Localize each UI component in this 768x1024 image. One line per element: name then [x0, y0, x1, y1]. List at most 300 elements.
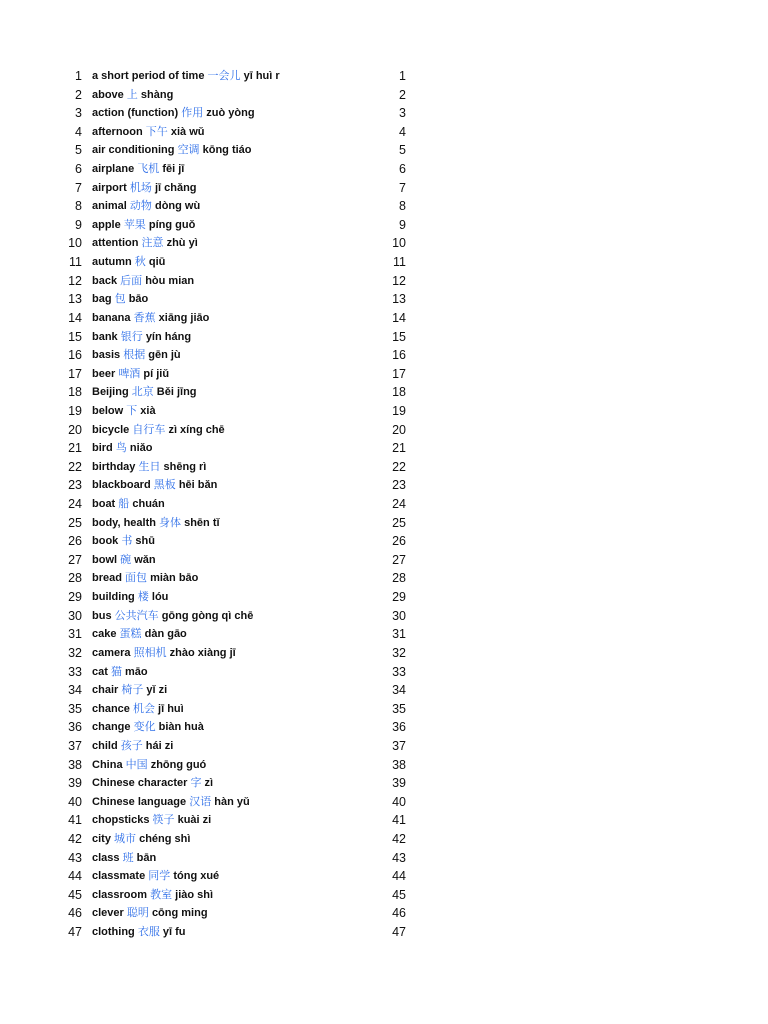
pinyin: yín háng	[145, 330, 192, 343]
chinese-characters: 楼	[137, 590, 149, 604]
row-number-right: 1	[399, 69, 406, 83]
pinyin: yǐ zi	[146, 684, 168, 697]
row-number-right: 20	[392, 422, 406, 437]
vocab-entry	[92, 383, 197, 402]
english-term: bus	[92, 609, 112, 622]
chinese-characters: 啤酒	[118, 366, 141, 380]
english-term: above	[92, 88, 124, 101]
row-number: 22	[68, 459, 82, 474]
pinyin: shū	[135, 535, 155, 548]
vocab-row	[0, 179, 768, 198]
english-term: chopsticks	[92, 814, 150, 827]
row-number-right: 30	[392, 608, 406, 623]
vocab-entry	[92, 849, 156, 868]
vocab-row	[0, 290, 768, 309]
pinyin: zhào xiàng jī	[169, 646, 236, 659]
vocab-entry	[92, 923, 186, 942]
row-number: 42	[68, 831, 82, 846]
chinese-characters: 班	[122, 850, 134, 864]
vocab-row	[0, 569, 768, 588]
english-term: camera	[92, 646, 131, 659]
vocab-row	[0, 216, 768, 235]
vocab-entry	[92, 234, 198, 253]
row-number: 28	[68, 571, 82, 586]
vocab-entry	[92, 681, 167, 700]
pinyin: zì	[204, 777, 214, 790]
pinyin: zì xíng chē	[168, 423, 225, 436]
english-term: Chinese character	[92, 777, 188, 790]
pinyin: shēn tǐ	[184, 516, 220, 529]
row-number: 1	[75, 69, 82, 83]
row-number-right: 41	[392, 813, 406, 828]
pinyin: dòng wù	[154, 200, 201, 213]
chinese-characters: 飞机	[137, 162, 160, 176]
vocab-entry	[92, 886, 213, 905]
vocab-entry	[92, 737, 173, 756]
chinese-characters: 汉语	[189, 794, 212, 808]
row-number: 29	[68, 590, 82, 605]
vocab-row	[0, 588, 768, 607]
english-term: basis	[92, 349, 121, 362]
row-number: 33	[68, 664, 82, 679]
row-number-right: 47	[392, 925, 406, 940]
row-number: 45	[68, 887, 82, 902]
english-term: cat	[92, 665, 108, 678]
english-term: airport	[92, 181, 127, 194]
row-number: 6	[75, 162, 82, 177]
vocab-entry	[92, 365, 169, 384]
pinyin: xià wǔ	[170, 125, 205, 138]
vocab-row	[0, 234, 768, 253]
pinyin: bāo	[128, 293, 149, 306]
pinyin: yī fu	[162, 926, 186, 939]
vocab-entry	[92, 830, 190, 849]
english-term: change	[92, 721, 131, 734]
pinyin: miàn bāo	[150, 572, 199, 585]
row-number: 43	[68, 850, 82, 865]
chinese-characters: 香蕉	[133, 310, 156, 324]
vocab-row	[0, 476, 768, 495]
pinyin: qiū	[148, 256, 166, 269]
vocab-row	[0, 644, 768, 663]
chinese-characters: 作用	[181, 106, 204, 120]
pinyin: zhù yì	[166, 237, 198, 250]
english-term: cake	[92, 628, 117, 641]
row-number: 26	[68, 534, 82, 549]
vocab-row	[0, 458, 768, 477]
row-number: 30	[68, 608, 82, 623]
row-number: 39	[68, 776, 82, 791]
row-number: 13	[68, 292, 82, 307]
pinyin: Běi jīng	[156, 386, 197, 399]
row-number-right: 43	[392, 850, 406, 865]
vocab-entry	[92, 774, 213, 793]
pinyin: jiào shì	[175, 888, 214, 901]
row-number: 24	[68, 497, 82, 512]
vocab-entry	[92, 160, 184, 179]
row-number-right: 13	[392, 292, 406, 307]
vocab-row	[0, 253, 768, 272]
row-number-right: 46	[392, 906, 406, 921]
row-number-right: 5	[399, 143, 406, 158]
vocab-row	[0, 421, 768, 440]
chinese-characters: 机会	[132, 701, 155, 715]
pinyin: fēi jī	[162, 163, 185, 176]
chinese-characters: 字	[190, 776, 202, 790]
row-number-right: 33	[392, 664, 406, 679]
english-term: boat	[92, 498, 116, 511]
row-number-right: 26	[392, 534, 406, 549]
chinese-characters: 蛋糕	[119, 627, 142, 641]
chinese-characters: 猫	[110, 664, 122, 678]
vocab-entry	[92, 290, 148, 309]
row-number: 14	[68, 310, 82, 325]
english-term: book	[92, 535, 119, 548]
row-number-right: 29	[392, 590, 406, 605]
pinyin: xià	[140, 404, 156, 417]
row-number-right: 9	[399, 217, 406, 232]
vocab-row	[0, 700, 768, 719]
vocab-entry	[92, 495, 165, 514]
pinyin: zhōng guó	[150, 758, 207, 771]
row-number: 12	[68, 273, 82, 288]
vocab-entry	[92, 439, 153, 458]
row-number: 41	[68, 813, 82, 828]
row-number: 18	[68, 385, 82, 400]
row-number: 7	[75, 180, 82, 195]
row-number-right: 11	[393, 255, 406, 270]
pinyin: dàn gāo	[144, 628, 187, 641]
vocab-row	[0, 197, 768, 216]
row-number: 15	[68, 329, 82, 344]
english-term: attention	[92, 237, 139, 250]
english-term: below	[92, 404, 124, 417]
vocab-row	[0, 383, 768, 402]
vocab-entry	[92, 607, 253, 626]
english-term: banana	[92, 311, 131, 324]
row-number-right: 28	[392, 571, 406, 586]
vocab-entry	[92, 904, 208, 923]
english-term: Beijing	[92, 386, 129, 399]
row-number-right: 7	[399, 180, 406, 195]
vocab-entry	[92, 793, 250, 812]
english-term: bowl	[92, 553, 118, 566]
chinese-characters: 上	[126, 87, 138, 101]
row-number: 31	[68, 627, 82, 642]
chinese-characters: 衣服	[137, 925, 160, 939]
vocab-entry	[92, 179, 197, 198]
vocab-row	[0, 718, 768, 737]
vocab-row	[0, 663, 768, 682]
vocab-row	[0, 551, 768, 570]
english-term: apple	[92, 218, 121, 231]
chinese-characters: 苹果	[123, 217, 146, 231]
english-term: animal	[92, 200, 127, 213]
vocab-row	[0, 67, 768, 86]
pinyin: jī chǎng	[154, 181, 197, 194]
row-number-right: 4	[399, 124, 406, 139]
row-number-right: 25	[392, 515, 406, 530]
row-number-right: 37	[392, 738, 406, 753]
chinese-characters: 同学	[148, 869, 171, 883]
vocab-entry	[92, 756, 206, 775]
vocab-entry	[92, 551, 156, 570]
pinyin: bān	[136, 851, 157, 864]
vocab-entry	[92, 532, 155, 551]
english-term: airplane	[92, 163, 135, 176]
vocab-entry	[92, 141, 252, 160]
row-number: 25	[68, 515, 82, 530]
vocab-row	[0, 756, 768, 775]
row-number: 5	[75, 143, 82, 158]
pinyin: xiāng jiāo	[158, 311, 210, 324]
row-number-right: 45	[392, 887, 406, 902]
english-term: city	[92, 832, 111, 845]
english-term: chair	[92, 684, 119, 697]
vocab-entry	[92, 644, 236, 663]
chinese-characters: 筷子	[152, 813, 175, 827]
english-term: bread	[92, 572, 122, 585]
row-number-right: 10	[392, 236, 406, 251]
chinese-characters: 根据	[123, 348, 146, 362]
chinese-characters: 鸟	[115, 441, 127, 455]
row-number-right: 34	[392, 683, 406, 698]
vocab-entry	[92, 272, 194, 291]
row-number: 23	[68, 478, 82, 493]
vocab-row	[0, 532, 768, 551]
vocabulary-sheet	[0, 67, 768, 942]
chinese-characters: 银行	[120, 329, 143, 343]
row-number: 9	[75, 217, 82, 232]
vocab-row	[0, 867, 768, 886]
chinese-characters: 下午	[145, 124, 168, 138]
chinese-characters: 下	[126, 403, 138, 417]
pinyin: hái zi	[145, 739, 174, 752]
vocab-entry	[92, 514, 220, 533]
pinyin: biàn huà	[158, 721, 204, 734]
chinese-characters: 中国	[125, 757, 148, 771]
english-term: child	[92, 739, 118, 752]
row-number-right: 6	[399, 162, 406, 177]
vocab-entry	[92, 458, 206, 477]
row-number-right: 15	[392, 329, 406, 344]
chinese-characters: 后面	[120, 273, 143, 287]
pinyin: shàng	[140, 88, 174, 101]
chinese-characters: 孩子	[120, 738, 143, 752]
vocab-entry	[92, 216, 195, 235]
vocab-entry	[92, 197, 200, 216]
vocab-entry	[92, 67, 280, 86]
row-number: 2	[75, 87, 82, 102]
pinyin: chuán	[132, 498, 165, 511]
chinese-characters: 照相机	[133, 645, 167, 659]
vocab-entry	[92, 625, 187, 644]
english-term: Chinese language	[92, 795, 187, 808]
row-number-right: 24	[392, 497, 406, 512]
row-number-right: 14	[392, 310, 406, 325]
chinese-characters: 一会儿	[207, 69, 241, 82]
vocab-entry	[92, 588, 168, 607]
chinese-characters: 公共汽车	[114, 608, 159, 622]
pinyin: kōng tiáo	[202, 144, 252, 157]
chinese-characters: 书	[121, 534, 133, 548]
row-number-right: 19	[392, 403, 406, 418]
chinese-characters: 注意	[141, 236, 164, 250]
row-number-right: 21	[392, 441, 406, 456]
chinese-characters: 生日	[138, 459, 161, 473]
english-term: birthday	[92, 460, 136, 473]
row-number: 37	[68, 738, 82, 753]
row-number-right: 17	[392, 366, 406, 381]
vocab-entry	[92, 86, 173, 105]
vocab-row	[0, 160, 768, 179]
row-number: 27	[68, 552, 82, 567]
row-number: 40	[68, 794, 82, 809]
vocab-row	[0, 86, 768, 105]
row-number: 8	[75, 199, 82, 214]
pinyin: kuài zi	[177, 814, 212, 827]
english-term: bag	[92, 293, 112, 306]
row-number: 20	[68, 422, 82, 437]
english-term: class	[92, 851, 120, 864]
chinese-characters: 机场	[129, 180, 152, 194]
english-term: back	[92, 274, 118, 287]
row-number: 32	[68, 645, 82, 660]
english-term: bicycle	[92, 423, 130, 436]
row-number-right: 32	[392, 645, 406, 660]
english-term: air conditioning	[92, 144, 175, 157]
english-term: building	[92, 591, 135, 604]
english-term: classroom	[92, 888, 148, 901]
row-number-right: 23	[392, 478, 406, 493]
row-number: 17	[68, 366, 82, 381]
english-term: clothing	[92, 926, 135, 939]
pinyin: lóu	[151, 591, 169, 604]
vocab-entry	[92, 476, 217, 495]
vocab-entry	[92, 328, 191, 347]
english-term: classmate	[92, 870, 146, 883]
english-term: bank	[92, 330, 118, 343]
row-number-right: 36	[392, 720, 406, 735]
row-number-right: 3	[399, 106, 406, 121]
vocab-entry	[92, 718, 204, 737]
english-term: bird	[92, 442, 113, 455]
vocab-row	[0, 923, 768, 942]
row-number-right: 22	[392, 459, 406, 474]
english-term: China	[92, 758, 123, 771]
row-number-right: 8	[399, 199, 406, 214]
english-term: body, health	[92, 516, 156, 529]
row-number: 21	[68, 441, 82, 456]
pinyin: shēng rì	[163, 460, 207, 473]
vocab-entry	[92, 346, 181, 365]
vocab-row	[0, 886, 768, 905]
row-number-right: 12	[392, 273, 406, 288]
chinese-characters: 动物	[129, 199, 152, 213]
row-number-right: 44	[392, 869, 406, 884]
row-number-right: 27	[392, 552, 406, 567]
pinyin: wǎn	[134, 553, 156, 566]
chinese-characters: 空调	[177, 143, 200, 157]
chinese-characters: 面包	[125, 571, 148, 585]
vocab-entry	[92, 421, 225, 440]
row-number-right: 35	[392, 701, 406, 716]
english-term: action (function)	[92, 107, 179, 120]
pinyin: māo	[125, 665, 148, 678]
vocab-entry	[92, 253, 165, 272]
pinyin: hēi bǎn	[178, 479, 218, 492]
vocab-row	[0, 328, 768, 347]
vocab-entry	[92, 569, 198, 588]
chinese-characters: 碗	[120, 552, 132, 566]
vocab-row	[0, 141, 768, 160]
vocab-entry	[92, 700, 184, 719]
row-number: 16	[68, 348, 82, 363]
chinese-characters: 身体	[159, 515, 182, 529]
vocab-row	[0, 811, 768, 830]
vocab-row	[0, 272, 768, 291]
vocab-row	[0, 607, 768, 626]
vocab-entry	[92, 309, 209, 328]
vocab-row	[0, 849, 768, 868]
row-number-right: 16	[392, 348, 406, 363]
vocab-entry	[92, 402, 156, 421]
pinyin: cōng ming	[151, 907, 208, 920]
row-number-right: 31	[392, 627, 406, 642]
row-number-right: 40	[392, 794, 406, 809]
vocab-entry	[92, 104, 255, 123]
chinese-characters: 自行车	[132, 422, 166, 436]
row-number: 11	[69, 255, 82, 270]
row-number: 47	[68, 925, 82, 940]
english-term: clever	[92, 907, 124, 920]
vocab-row	[0, 793, 768, 812]
vocab-row	[0, 830, 768, 849]
vocab-entry	[92, 123, 204, 142]
row-number-right: 38	[392, 757, 406, 772]
vocab-row	[0, 737, 768, 756]
row-number: 36	[68, 720, 82, 735]
pinyin: chéng shì	[139, 832, 191, 845]
vocab-row	[0, 904, 768, 923]
row-number-right: 39	[392, 776, 406, 791]
row-number: 10	[68, 236, 82, 251]
chinese-characters: 北京	[131, 385, 154, 399]
vocab-entry	[92, 811, 211, 830]
chinese-characters: 教室	[150, 887, 173, 901]
english-term: a short period of time	[92, 70, 205, 82]
row-number: 34	[68, 683, 82, 698]
pinyin: yī huì r	[243, 70, 280, 82]
row-number-right: 42	[392, 831, 406, 846]
pinyin: hàn yǔ	[214, 795, 250, 808]
english-term: blackboard	[92, 479, 151, 492]
row-number: 38	[68, 757, 82, 772]
vocab-row	[0, 365, 768, 384]
chinese-characters: 变化	[133, 720, 156, 734]
pinyin: gēn jù	[148, 349, 181, 362]
chinese-characters: 秋	[134, 255, 146, 269]
vocab-row	[0, 439, 768, 458]
pinyin: pí jiǔ	[143, 367, 170, 380]
pinyin: jī huì	[158, 702, 184, 715]
english-term: afternoon	[92, 125, 143, 138]
row-number: 35	[68, 701, 82, 716]
vocab-row	[0, 104, 768, 123]
chinese-characters: 城市	[114, 831, 137, 845]
chinese-characters: 包	[114, 292, 126, 306]
pinyin: píng guǒ	[148, 218, 196, 231]
